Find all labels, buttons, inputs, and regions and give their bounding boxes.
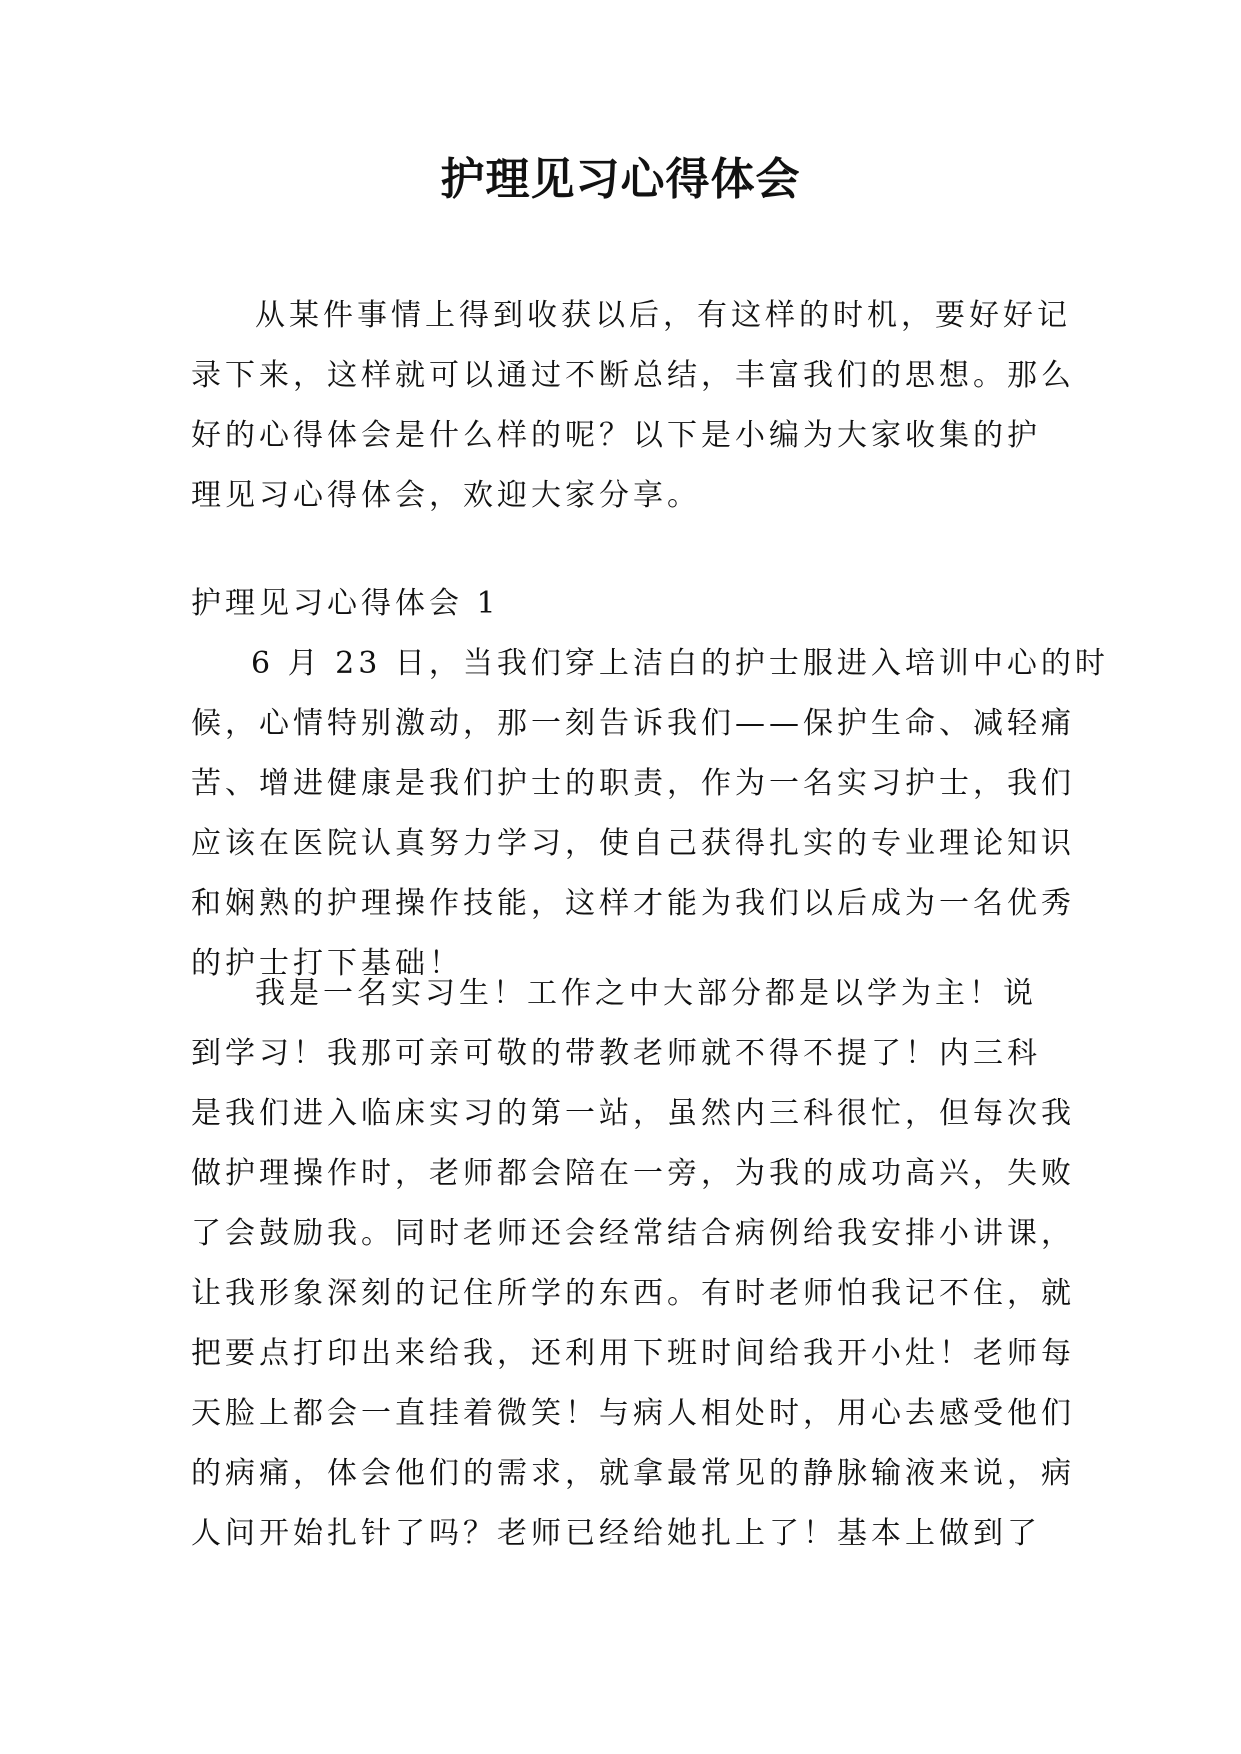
body-line: 了会鼓励我。同时老师还会经常结合病例给我安排小讲课， [191, 1216, 1075, 1251]
body-line: 的护士打下基础！ [191, 946, 463, 981]
body-paragraph-2 [191, 964, 1075, 1564]
body-line: 做护理操作时，老师都会陪在一旁，为我的成功高兴，失败 [191, 1156, 1075, 1191]
body-line: 我是一名实习生！工作之中大部分都是以学为主！说 [255, 976, 1037, 1011]
body-line: 的病痛，体会他们的需求，就拿最常见的静脉输液来说，病 [191, 1456, 1075, 1491]
intro-paragraph [191, 286, 1075, 526]
intro-line: 从某件事情上得到收获以后，有这样的时机，要好好记 [255, 298, 1071, 333]
intro-line: 好的心得体会是什么样的呢？以下是小编为大家收集的护 [191, 418, 1041, 453]
document-title: 护理见习心得体会 [440, 154, 801, 205]
body-line: 候，心情特别激动，那一刻告诉我们——保护生命、减轻痛 [191, 706, 1075, 741]
body-line: 应该在医院认真努力学习，使自己获得扎实的专业理论知识 [191, 826, 1075, 861]
intro-line: 录下来，这样就可以通过不断总结，丰富我们的思想。那么 [191, 358, 1075, 393]
body-line: 是我们进入临床实习的第一站，虽然内三科很忙，但每次我 [191, 1096, 1075, 1131]
body-line: 把要点打印出来给我，还利用下班时间给我开小灶！老师每 [191, 1336, 1075, 1371]
body-line: 和娴熟的护理操作技能，这样才能为我们以后成为一名优秀 [191, 886, 1075, 921]
body-line: 让我形象深刻的记住所学的东西。有时老师怕我记不住，就 [191, 1276, 1075, 1311]
body-line: 天脸上都会一直挂着微笑！与病人相处时，用心去感受他们 [191, 1396, 1075, 1431]
intro-line: 理见习心得体会，欢迎大家分享。 [191, 478, 701, 513]
body-paragraph-1 [191, 634, 1109, 994]
body-line: 6 月 23 日，当我们穿上洁白的护士服进入培训中心的时 [251, 646, 1109, 681]
body-line: 苦、增进健康是我们护士的职责，作为一名实习护士，我们 [191, 766, 1075, 801]
section-heading: 护理见习心得体会 1 [191, 586, 500, 621]
body-line: 到学习！我那可亲可敬的带教老师就不得不提了！内三科 [191, 1036, 1041, 1071]
body-line: 人问开始扎针了吗？老师已经给她扎上了！基本上做到了 [191, 1516, 1041, 1551]
